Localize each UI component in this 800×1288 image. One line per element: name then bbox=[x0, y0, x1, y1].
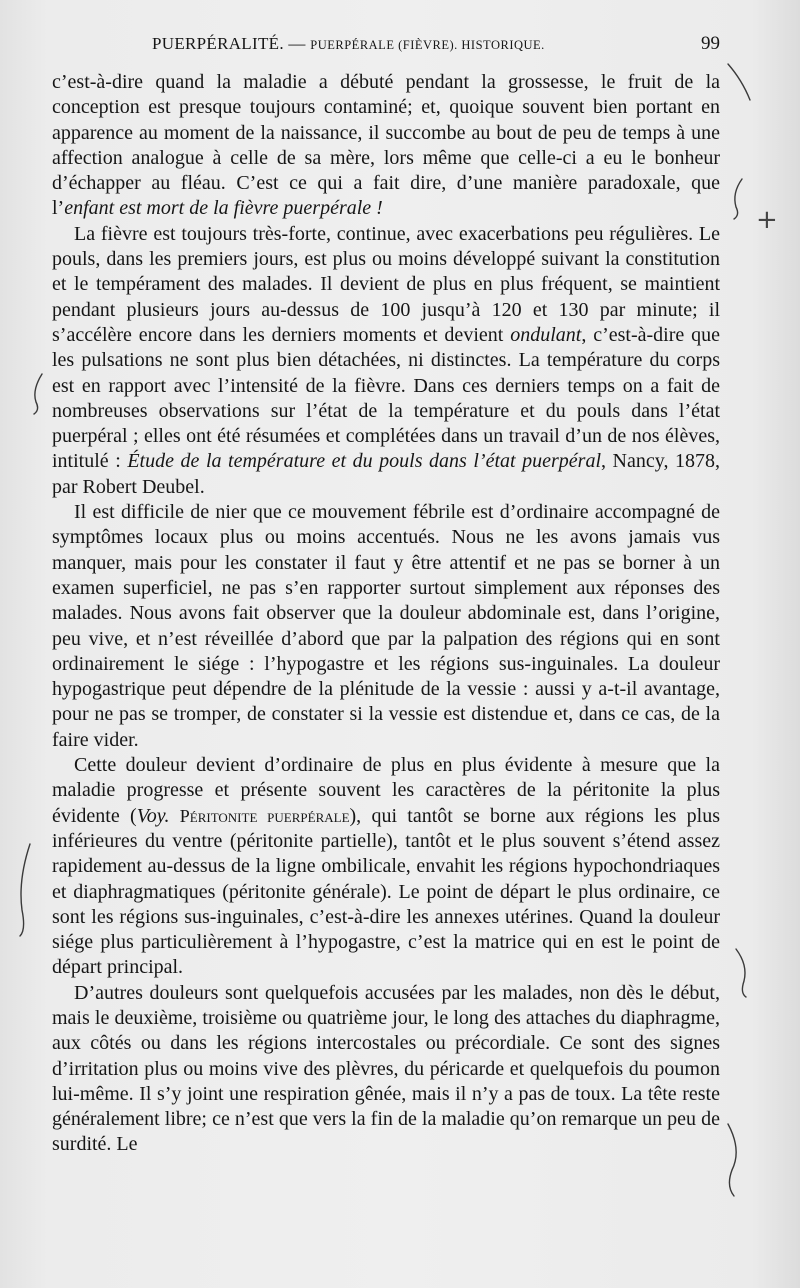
paragraph bbox=[52, 981, 720, 1158]
italic-text: ondulant bbox=[510, 323, 582, 346]
paragraph-text: Cette douleur devient d’ordinaire de plus en plus évidente à mesure que la maladie progresse et présente souvent les caractères de la péritonite la plus évidente ( bbox=[52, 754, 720, 827]
italic-text: enfant est mort de la fièvre puerpérale ! bbox=[64, 197, 383, 220]
margin-annotation-bracket-right-bottom bbox=[722, 1120, 752, 1200]
margin-annotation-bracket-right-lower bbox=[730, 945, 760, 1000]
margin-annotation-bracket-top-right bbox=[720, 60, 760, 110]
paragraph-text: ), qui tantôt se borne aux régions les plus inférieures du ventre (péritonite partielle), tantôt et le plus souvent s’étend assez rapidement au-dessus de la ligne ombilicale, envahit les régions hypochondriaques et diaphragmatiques (péritonite générale). Le point de départ le plus ordinaire, ce sont les régions sus-inguinales, c’est-à-dire les annexes utérines. Quand la douleur siége plus particulièrement à l’hypogastre, c’est la matrice qui en est le point de départ principal. bbox=[52, 804, 720, 979]
paragraph bbox=[52, 222, 720, 500]
running-title-main: PUERPÉRALITÉ. — bbox=[152, 34, 311, 53]
paragraph-text: , c’est-à-dire que les pulsations ne sont plus bien détachées, ni distinctes. La température du corps est en rapport avec l’intensité de la fièvre. Dans ces derniers temps on a fait de nombreuses observations sur l’état de la température et du pouls dans l’état puerpéral ; elles ont été résumées et complétées dans un travail d’un de nos élèves, intitulé : bbox=[52, 323, 720, 473]
paragraph-text: La fièvre est toujours très-forte, continue, avec exacerbations peu régulières. Le pouls, dans les premiers jours, est plus ou moins développé suivant la constitution et le tempérament des malades. Il devient de plus en plus fréquent, se maintient pendant plusieurs jours au-dessus de 100 jusqu’à 120 et 130 par minute; il s’accélère encore dans les derniers moments et devient bbox=[52, 222, 720, 346]
running-title bbox=[152, 34, 545, 54]
paragraph-text: D’autres douleurs sont quelquefois accusées par les malades, non dès le début, mais le deuxième, troisième ou quatrième jour, le long des attaches du diaphragme, aux côtés ou dans les régions intercostales ou précordiale. Ce sont des signes d’irritation plus ou moins vive des plèvres, du péricarde et quelquefois du poumon lui-même. Il s’y joint une respiration gênée, mais il n’y a pas de toux. La tête reste généralement libre; ce n’est que vers la fin de la maladie qu’on remarque un peu de surdité. Le bbox=[52, 981, 720, 1156]
margin-plus-sign: + bbox=[756, 205, 778, 235]
small-caps-text: Péritonite puerpérale bbox=[179, 805, 350, 826]
italic-text: Voy. bbox=[136, 804, 170, 827]
page-header bbox=[52, 34, 720, 60]
paragraph-text: Il est difficile de nier que ce mouvement fébrile est d’ordinaire accompagné de symptômes locaux plus ou moins accentués. Nous ne les avons jamais vus manquer, mais pour les constater il faut y être attentif et ne pas se borner à un examen superficiel, ne pas s’en rapporter surtout simplement aux réponses des malades. Nous avons fait observer que la douleur abdominale est, dans l’origine, peu vive, et n’est réveillée d’abord que par la palpation des régions qui en sont ordinairement le siége : l’hypogastre et les régions sus-inguinales. La douleur hypogastrique peut dépendre de la plénitude de la vessie : aussi y a-t-il avantage, pour ne pas se tromper, de constater si la vessie est distendue et, dans ce cas, de la faire vider. bbox=[52, 501, 720, 751]
page-number: 99 bbox=[701, 33, 720, 54]
paragraph-text bbox=[169, 805, 179, 827]
margin-annotation-bracket-right bbox=[728, 175, 758, 220]
margin-annotation-bracket-left-lower bbox=[12, 840, 42, 940]
paragraph-text: c’est-à-dire quand la maladie a débuté pendant la grossesse, le fruit de la conception est presque toujours contaminé; et, quoique souvent bien portant en apparence au moment de la naissance, il succombe au bout de peu de temps à une affection analogue à celle de sa mère, lors même que celle-ci a eu le bonheur d’échapper au fléau. C’est ce qui a fait dire, d’une manière paradoxale, que l’ bbox=[52, 71, 720, 220]
paragraph bbox=[52, 753, 720, 981]
paragraph bbox=[52, 500, 720, 753]
paragraph-text: , Nancy, 1878, par Robert Deubel. bbox=[52, 450, 720, 498]
running-title-sub: PUERPÉRALE (FIÈVRE). HISTORIQUE. bbox=[310, 38, 545, 52]
paragraph bbox=[52, 70, 720, 222]
body-text bbox=[52, 70, 720, 1158]
italic-text: Étude de la température et du pouls dans l’état puerpéral bbox=[127, 450, 601, 473]
